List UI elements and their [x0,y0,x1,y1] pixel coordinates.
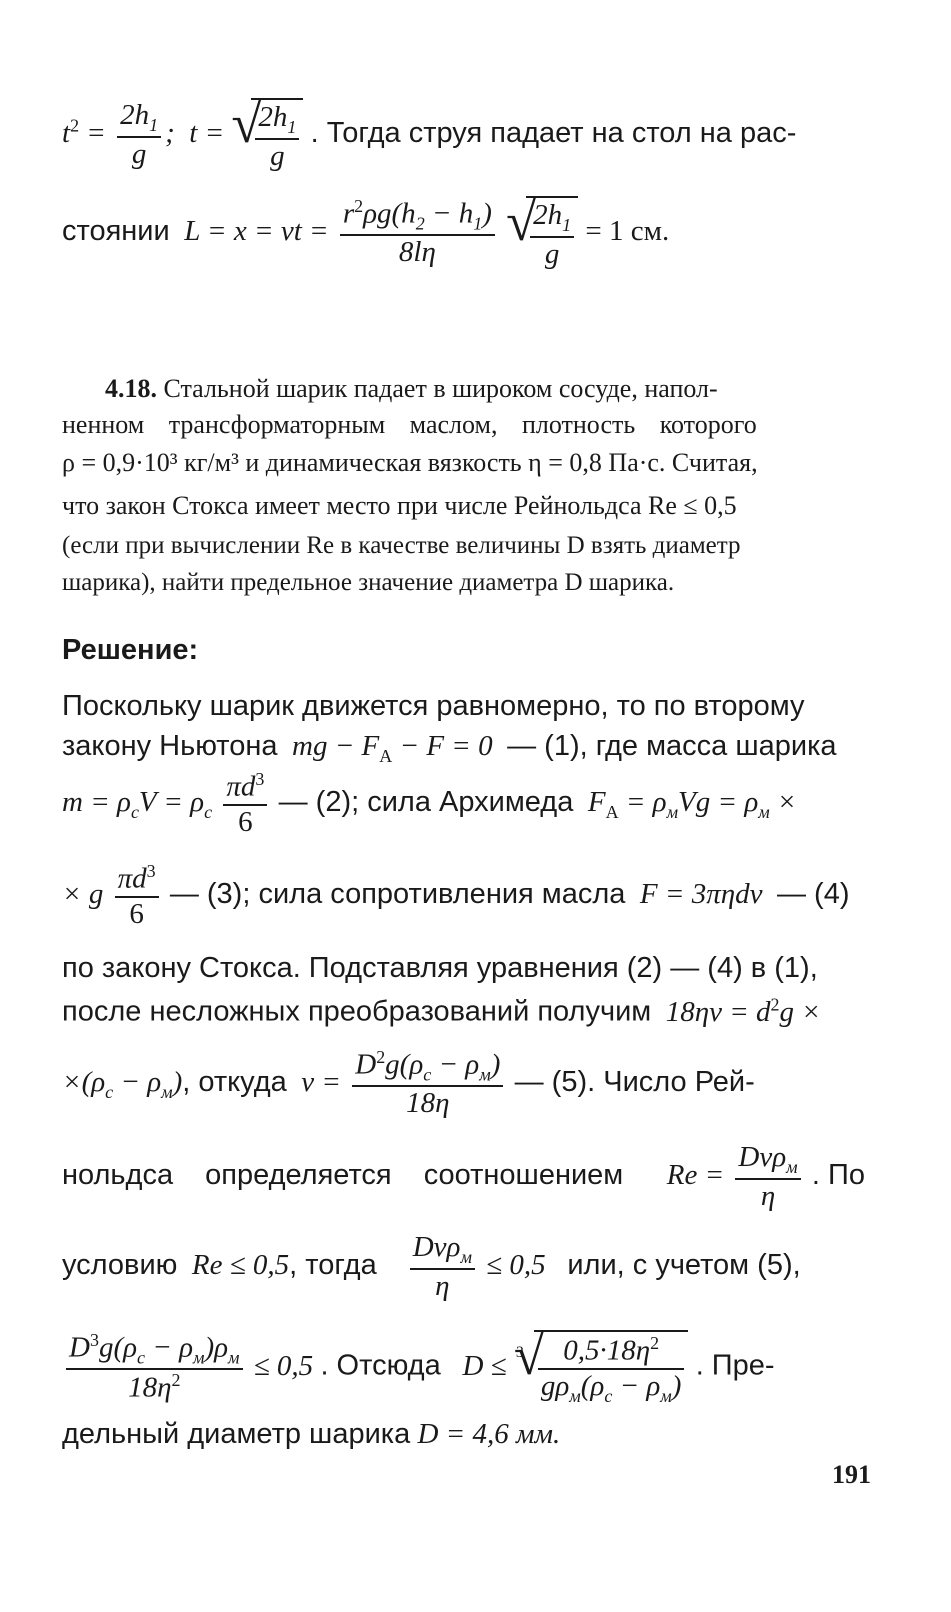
solution-line-3: $m = \rho_cV = \rho_c$ $\frac{\pi d^3}{6}$ — (2); сила Архимеда $F_A = \rho_мVg = \rho_м$ × [62,769,797,838]
problem-line-4: что закон Стокса имеет место при числе Рейнольдса Re ≤ 0,5 [62,491,737,520]
solution-line-10: $\frac{D^3g(\rho_c - \rho_м)\rho_м}{18\eta^2}$ ≤ 0,5 . Отсюда D ≤ √ 3 $\frac{0,5\cdot 18\eta^2}{g\rho_м(\rho_c - \rho_м)}$ . Пре- [62,1330,892,1406]
formula-distance: L = x = vt = $\frac{r^2\rho g(h_2 - h_1)}{8l\eta}$ √ $\frac{2h_1}{g}$ [177,215,585,247]
page-number: 191 [832,1460,871,1489]
intro-result: = 1 см. [585,215,670,248]
solution-line-8: нольдса определяется соотношением Re = $\frac{Dv\rho_м}{\eta}$ . По [62,1141,865,1212]
solution-line-6: после несложных преобразований получим $18\eta v = d^2g$ × [62,994,821,1028]
problem-line-5: (если при вычислении Re в качестве величины D взять диаметр [62,532,741,559]
solution-line-5: по закону Стокса. Подставляя уравнения (2) — (4) в (1), [62,952,818,984]
problem-line-2: ненном трансформаторным маслом, плотность которого [62,410,757,439]
intro-line-2 [62,196,892,271]
solution-line-1: Поскольку шарик движется равномерно, то по второму [62,690,805,722]
problem-line-6: шарика), найти предельное значение диаметра D шарика. [62,569,675,596]
problem-text: Стальной шарик падает в широком сосуде, напол- [157,374,718,403]
problem-number: 4.18. [105,374,157,403]
problem-line-3: ρ = 0,9·10³ кг/м³ и динамическая вязкость η = 0,8 Па·с. Считая, [62,448,758,477]
solution-line-7: $\times(\rho_c - \rho_м)$, откуда v = $\frac{D^2g(\rho_c - \rho_м)}{18\eta}$ — (5). Число Рей- [62,1047,755,1120]
intro-text-1: . Тогда струя падает на стол на рас- [310,117,797,150]
solution-heading: Решение: [62,634,199,666]
solution-line-2: закону Ньютона mg − $F_A - F = 0$ — (1), где масса шарика [62,730,837,766]
intro-line-1 [62,98,892,173]
solution-line-11: дельный диаметр шарика D = 4,6 мм. [62,1418,561,1450]
formula-t-squared: $t^2$ = $\frac{2h_1}{g}$ ; t = √ $\frac{2h_1}{g}$ [62,117,311,149]
intro-text-2: стоянии [62,215,170,248]
problem-line-1 [105,374,885,404]
solution-line-4: × g $\frac{\pi d^3}{6}$ — (3); сила сопротивления масла F = 3πηdv — (4) [62,861,850,930]
solution-line-9: условию Re ≤ 0,5, тогда $\frac{Dv\rho_м}{\eta}$ ≤ 0,5 или, с учетом (5), [62,1231,801,1302]
